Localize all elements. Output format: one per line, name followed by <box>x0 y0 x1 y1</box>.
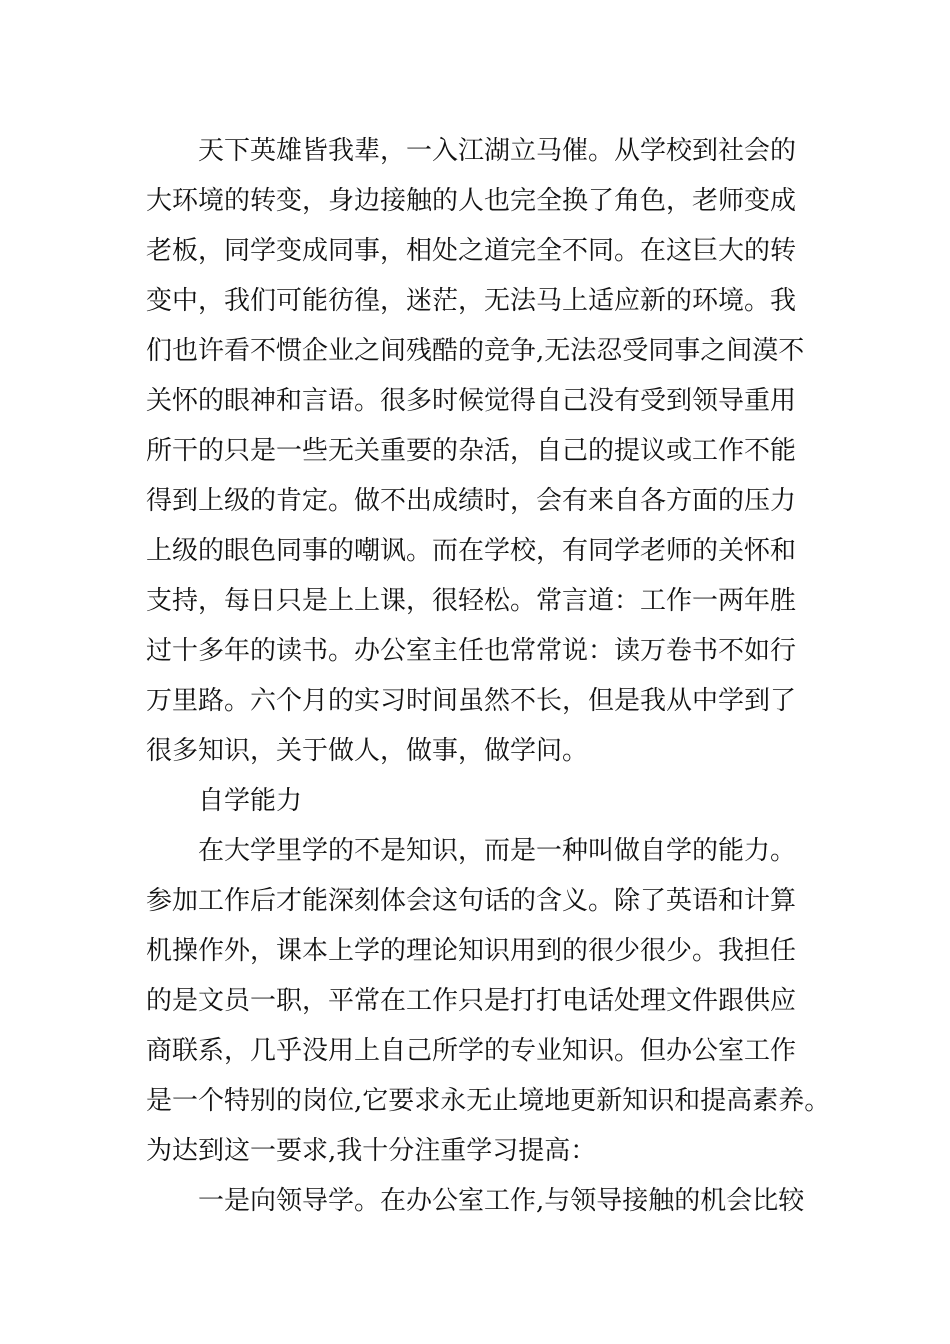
text-line-19: 商联系，几乎没用上自己所学的专业知识。但办公室工作 <box>146 1036 797 1066</box>
text-line-5: 们也许看不惯企业之间残酷的竞争,无法忍受同事之间漠不 <box>146 336 805 366</box>
text-line-10: 支持，每日只是上上课，很轻松。常言道：工作一两年胜 <box>146 586 797 616</box>
text-line-11: 过十多年的读书。办公室主任也常常说：读万卷书不如行 <box>146 636 797 666</box>
text-line-21: 为达到这一要求,我十分注重学习提高： <box>146 1136 597 1166</box>
text-line-22: 一是向领导学。在办公室工作,与领导接触的机会比较 <box>198 1186 805 1216</box>
text-line-3: 老板，同学变成同事，相处之道完全不同。在这巨大的转 <box>146 236 797 266</box>
text-line-13: 很多知识，关于做人，做事，做学问。 <box>146 736 589 766</box>
section-heading: 自学能力 <box>198 786 303 816</box>
text-line-20: 是一个特别的岗位,它要求永无止境地更新知识和提高素养。 <box>146 1086 831 1116</box>
text-line-17: 机操作外，课本上学的理论知识用到的很少很少。我担任 <box>146 936 797 966</box>
text-line-18: 的是文员一职，平常在工作只是打打电话处理文件跟供应 <box>146 986 797 1016</box>
text-line-15: 在大学里学的不是知识，而是一种叫做自学的能力。 <box>198 836 797 866</box>
text-line-1: 天下英雄皆我辈，一入江湖立马催。从学校到社会的 <box>198 136 797 166</box>
text-line-7: 所干的只是一些无关重要的杂活，自己的提议或工作不能 <box>146 436 797 466</box>
text-line-16: 参加工作后才能深刻体会这句话的含义。除了英语和计算 <box>146 886 797 916</box>
text-line-6: 关怀的眼神和言语。很多时候觉得自己没有受到领导重用 <box>146 386 797 416</box>
text-line-9: 上级的眼色同事的嘲讽。而在学校，有同学老师的关怀和 <box>146 536 797 566</box>
text-line-2: 大环境的转变，身边接触的人也完全换了角色，老师变成 <box>146 186 797 216</box>
text-line-4: 变中，我们可能彷徨，迷茫，无法马上适应新的环境。我 <box>146 286 797 316</box>
text-line-8: 得到上级的肯定。做不出成绩时，会有来自各方面的压力 <box>146 486 797 516</box>
text-line-12: 万里路。六个月的实习时间虽然不长，但是我从中学到了 <box>146 686 797 716</box>
